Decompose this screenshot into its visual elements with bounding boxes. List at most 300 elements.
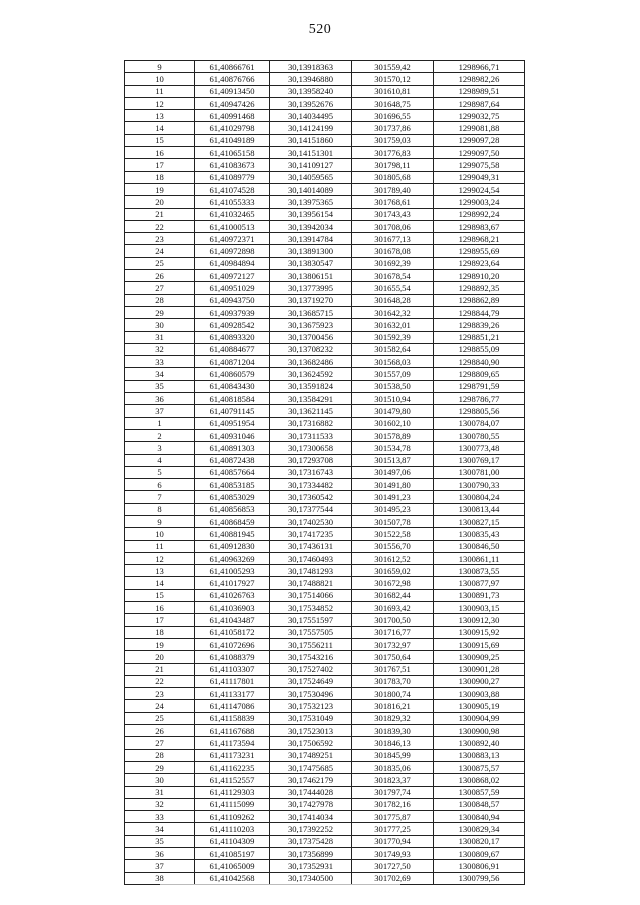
y-coordinate-cell: 1300861,11 bbox=[434, 552, 525, 564]
x-coordinate-cell: 301557,09 bbox=[352, 368, 434, 380]
x-coordinate-cell: 301702,69 bbox=[352, 872, 434, 884]
table-row bbox=[125, 319, 525, 331]
table-row bbox=[125, 860, 525, 872]
latitude-cell: 61,41152557 bbox=[195, 774, 270, 786]
longitude-cell: 30,13584291 bbox=[270, 393, 352, 405]
point-number-cell: 16 bbox=[125, 602, 195, 614]
table-row bbox=[125, 147, 525, 159]
x-coordinate-cell: 301556,70 bbox=[352, 540, 434, 552]
longitude-cell: 30,17532123 bbox=[270, 700, 352, 712]
table-row bbox=[125, 270, 525, 282]
y-coordinate-cell: 1300846,50 bbox=[434, 540, 525, 552]
y-coordinate-cell: 1299097,28 bbox=[434, 134, 525, 146]
longitude-cell: 30,17392252 bbox=[270, 823, 352, 835]
longitude-cell: 30,17551597 bbox=[270, 614, 352, 626]
latitude-cell: 61,40984894 bbox=[195, 257, 270, 269]
latitude-cell: 61,41065158 bbox=[195, 147, 270, 159]
point-number-cell: 23 bbox=[125, 233, 195, 245]
longitude-cell: 30,17402530 bbox=[270, 515, 352, 527]
point-number-cell: 22 bbox=[125, 220, 195, 232]
x-coordinate-cell: 301797,74 bbox=[352, 786, 434, 798]
x-coordinate-cell: 301708,06 bbox=[352, 220, 434, 232]
x-coordinate-cell: 301789,40 bbox=[352, 183, 434, 195]
latitude-cell: 61,41115099 bbox=[195, 798, 270, 810]
x-coordinate-cell: 301672,98 bbox=[352, 577, 434, 589]
x-coordinate-cell: 301648,75 bbox=[352, 97, 434, 109]
y-coordinate-cell: 1298983,67 bbox=[434, 220, 525, 232]
y-coordinate-cell: 1300806,91 bbox=[434, 860, 525, 872]
latitude-cell: 61,40872438 bbox=[195, 454, 270, 466]
table-row bbox=[125, 429, 525, 441]
y-coordinate-cell: 1300909,25 bbox=[434, 651, 525, 663]
point-number-cell: 35 bbox=[125, 835, 195, 847]
latitude-cell: 61,40856853 bbox=[195, 503, 270, 515]
y-coordinate-cell: 1300868,02 bbox=[434, 774, 525, 786]
point-number-cell: 10 bbox=[125, 73, 195, 85]
longitude-cell: 30,13891300 bbox=[270, 245, 352, 257]
latitude-cell: 61,41129303 bbox=[195, 786, 270, 798]
longitude-cell: 30,17543216 bbox=[270, 651, 352, 663]
page-number: 520 bbox=[308, 22, 332, 37]
x-coordinate-cell: 301538,50 bbox=[352, 380, 434, 392]
y-coordinate-cell: 1300903,88 bbox=[434, 688, 525, 700]
latitude-cell: 61,40951954 bbox=[195, 417, 270, 429]
x-coordinate-cell: 301642,32 bbox=[352, 306, 434, 318]
y-coordinate-cell: 1300780,55 bbox=[434, 429, 525, 441]
latitude-cell: 61,41049189 bbox=[195, 134, 270, 146]
y-coordinate-cell: 1298992,24 bbox=[434, 208, 525, 220]
y-coordinate-cell: 1300784,07 bbox=[434, 417, 525, 429]
latitude-cell: 61,41167688 bbox=[195, 725, 270, 737]
latitude-cell: 61,40928542 bbox=[195, 319, 270, 331]
point-number-cell: 33 bbox=[125, 811, 195, 823]
latitude-cell: 61,40853185 bbox=[195, 479, 270, 491]
longitude-cell: 30,17300658 bbox=[270, 442, 352, 454]
point-number-cell: 34 bbox=[125, 368, 195, 380]
x-coordinate-cell: 301479,80 bbox=[352, 405, 434, 417]
latitude-cell: 61,41173594 bbox=[195, 737, 270, 749]
y-coordinate-cell: 1300900,98 bbox=[434, 725, 525, 737]
table-row bbox=[125, 491, 525, 503]
longitude-cell: 30,14151301 bbox=[270, 147, 352, 159]
y-coordinate-cell: 1298839,26 bbox=[434, 319, 525, 331]
table-row bbox=[125, 183, 525, 195]
point-number-cell: 22 bbox=[125, 675, 195, 687]
longitude-cell: 30,13685715 bbox=[270, 306, 352, 318]
latitude-cell: 61,41043487 bbox=[195, 614, 270, 626]
coordinates-table bbox=[124, 60, 525, 885]
latitude-cell: 61,40913450 bbox=[195, 85, 270, 97]
latitude-cell: 61,41147086 bbox=[195, 700, 270, 712]
x-coordinate-cell: 301727,50 bbox=[352, 860, 434, 872]
x-coordinate-cell: 301568,03 bbox=[352, 356, 434, 368]
table-row bbox=[125, 417, 525, 429]
x-coordinate-cell: 301678,08 bbox=[352, 245, 434, 257]
x-coordinate-cell: 301823,37 bbox=[352, 774, 434, 786]
y-coordinate-cell: 1298966,71 bbox=[434, 61, 525, 73]
y-coordinate-cell: 1298968,21 bbox=[434, 233, 525, 245]
table-row bbox=[125, 85, 525, 97]
point-number-cell: 14 bbox=[125, 122, 195, 134]
x-coordinate-cell: 301507,78 bbox=[352, 515, 434, 527]
y-coordinate-cell: 1299049,31 bbox=[434, 171, 525, 183]
table-row bbox=[125, 626, 525, 638]
point-number-cell: 5 bbox=[125, 466, 195, 478]
point-number-cell: 2 bbox=[125, 429, 195, 441]
x-coordinate-cell: 301696,55 bbox=[352, 110, 434, 122]
point-number-cell: 17 bbox=[125, 159, 195, 171]
point-number-cell: 14 bbox=[125, 577, 195, 589]
table-row bbox=[125, 442, 525, 454]
table-row bbox=[125, 761, 525, 773]
y-coordinate-cell: 1300827,15 bbox=[434, 515, 525, 527]
longitude-cell: 30,14034495 bbox=[270, 110, 352, 122]
longitude-cell: 30,13621145 bbox=[270, 405, 352, 417]
x-coordinate-cell: 301497,06 bbox=[352, 466, 434, 478]
table-row bbox=[125, 552, 525, 564]
latitude-cell: 61,41117801 bbox=[195, 675, 270, 687]
x-coordinate-cell: 301737,86 bbox=[352, 122, 434, 134]
table-row bbox=[125, 848, 525, 860]
latitude-cell: 61,40871204 bbox=[195, 356, 270, 368]
longitude-cell: 30,17489251 bbox=[270, 749, 352, 761]
y-coordinate-cell: 1298809,65 bbox=[434, 368, 525, 380]
table-row bbox=[125, 503, 525, 515]
latitude-cell: 61,40860579 bbox=[195, 368, 270, 380]
x-coordinate-cell: 301798,11 bbox=[352, 159, 434, 171]
longitude-cell: 30,17436131 bbox=[270, 540, 352, 552]
latitude-cell: 61,41032465 bbox=[195, 208, 270, 220]
y-coordinate-cell: 1300773,48 bbox=[434, 442, 525, 454]
latitude-cell: 61,40972898 bbox=[195, 245, 270, 257]
longitude-cell: 30,13719270 bbox=[270, 294, 352, 306]
table-row bbox=[125, 823, 525, 835]
longitude-cell: 30,17375428 bbox=[270, 835, 352, 847]
latitude-cell: 61,41109262 bbox=[195, 811, 270, 823]
table-row bbox=[125, 872, 525, 884]
point-number-cell: 13 bbox=[125, 565, 195, 577]
x-coordinate-cell: 301775,87 bbox=[352, 811, 434, 823]
x-coordinate-cell: 301783,70 bbox=[352, 675, 434, 687]
longitude-cell: 30,13942034 bbox=[270, 220, 352, 232]
y-coordinate-cell: 1300883,13 bbox=[434, 749, 525, 761]
latitude-cell: 61,41083673 bbox=[195, 159, 270, 171]
x-coordinate-cell: 301582,64 bbox=[352, 343, 434, 355]
table-row bbox=[125, 466, 525, 478]
latitude-cell: 61,41103307 bbox=[195, 663, 270, 675]
y-coordinate-cell: 1299075,58 bbox=[434, 159, 525, 171]
longitude-cell: 30,17340500 bbox=[270, 872, 352, 884]
latitude-cell: 61,40876766 bbox=[195, 73, 270, 85]
y-coordinate-cell: 1298844,79 bbox=[434, 306, 525, 318]
x-coordinate-cell: 301678,54 bbox=[352, 270, 434, 282]
x-coordinate-cell: 301839,30 bbox=[352, 725, 434, 737]
y-coordinate-cell: 1300835,43 bbox=[434, 528, 525, 540]
longitude-cell: 30,17460493 bbox=[270, 552, 352, 564]
y-coordinate-cell: 1300829,34 bbox=[434, 823, 525, 835]
point-number-cell: 38 bbox=[125, 872, 195, 884]
longitude-cell: 30,17527402 bbox=[270, 663, 352, 675]
y-coordinate-cell: 1298892,35 bbox=[434, 282, 525, 294]
y-coordinate-cell: 1300848,57 bbox=[434, 798, 525, 810]
y-coordinate-cell: 1298862,89 bbox=[434, 294, 525, 306]
longitude-cell: 30,17417235 bbox=[270, 528, 352, 540]
x-coordinate-cell: 301677,13 bbox=[352, 233, 434, 245]
x-coordinate-cell: 301835,06 bbox=[352, 761, 434, 773]
point-number-cell: 15 bbox=[125, 134, 195, 146]
latitude-cell: 61,41158839 bbox=[195, 712, 270, 724]
point-number-cell: 35 bbox=[125, 380, 195, 392]
table-row bbox=[125, 675, 525, 687]
latitude-cell: 61,40931046 bbox=[195, 429, 270, 441]
point-number-cell: 30 bbox=[125, 774, 195, 786]
table-row bbox=[125, 356, 525, 368]
latitude-cell: 61,40937939 bbox=[195, 306, 270, 318]
point-number-cell: 32 bbox=[125, 343, 195, 355]
point-number-cell: 20 bbox=[125, 196, 195, 208]
latitude-cell: 61,41089779 bbox=[195, 171, 270, 183]
longitude-cell: 30,17557505 bbox=[270, 626, 352, 638]
x-coordinate-cell: 301693,42 bbox=[352, 602, 434, 614]
latitude-cell: 61,41042568 bbox=[195, 872, 270, 884]
latitude-cell: 61,40891303 bbox=[195, 442, 270, 454]
latitude-cell: 61,40843430 bbox=[195, 380, 270, 392]
longitude-cell: 30,13952676 bbox=[270, 97, 352, 109]
table-row bbox=[125, 528, 525, 540]
x-coordinate-cell: 301682,44 bbox=[352, 589, 434, 601]
x-coordinate-cell: 301750,64 bbox=[352, 651, 434, 663]
table-row bbox=[125, 688, 525, 700]
table-row bbox=[125, 798, 525, 810]
latitude-cell: 61,40943750 bbox=[195, 294, 270, 306]
longitude-cell: 30,17514066 bbox=[270, 589, 352, 601]
y-coordinate-cell: 1299097,50 bbox=[434, 147, 525, 159]
latitude-cell: 61,40947426 bbox=[195, 97, 270, 109]
latitude-cell: 61,41000513 bbox=[195, 220, 270, 232]
latitude-cell: 61,40791145 bbox=[195, 405, 270, 417]
table-row bbox=[125, 110, 525, 122]
y-coordinate-cell: 1298840,90 bbox=[434, 356, 525, 368]
latitude-cell: 61,40881945 bbox=[195, 528, 270, 540]
table-row bbox=[125, 306, 525, 318]
y-coordinate-cell: 1300915,92 bbox=[434, 626, 525, 638]
point-number-cell: 13 bbox=[125, 110, 195, 122]
longitude-cell: 30,17414034 bbox=[270, 811, 352, 823]
x-coordinate-cell: 301491,80 bbox=[352, 479, 434, 491]
latitude-cell: 61,41005293 bbox=[195, 565, 270, 577]
point-number-cell: 28 bbox=[125, 294, 195, 306]
y-coordinate-cell: 1300781,00 bbox=[434, 466, 525, 478]
y-coordinate-cell: 1298791,59 bbox=[434, 380, 525, 392]
point-number-cell: 25 bbox=[125, 257, 195, 269]
longitude-cell: 30,13956154 bbox=[270, 208, 352, 220]
latitude-cell: 61,41026763 bbox=[195, 589, 270, 601]
table-row bbox=[125, 171, 525, 183]
x-coordinate-cell: 301782,16 bbox=[352, 798, 434, 810]
point-number-cell: 21 bbox=[125, 208, 195, 220]
table-row bbox=[125, 737, 525, 749]
latitude-cell: 61,40972127 bbox=[195, 270, 270, 282]
longitude-cell: 30,13830547 bbox=[270, 257, 352, 269]
point-number-cell: 12 bbox=[125, 97, 195, 109]
y-coordinate-cell: 1300905,19 bbox=[434, 700, 525, 712]
y-coordinate-cell: 1300857,59 bbox=[434, 786, 525, 798]
latitude-cell: 61,41133177 bbox=[195, 688, 270, 700]
table-row bbox=[125, 479, 525, 491]
point-number-cell: 24 bbox=[125, 700, 195, 712]
latitude-cell: 61,40893320 bbox=[195, 331, 270, 343]
x-coordinate-cell: 301570,12 bbox=[352, 73, 434, 85]
x-coordinate-cell: 301768,61 bbox=[352, 196, 434, 208]
point-number-cell: 8 bbox=[125, 503, 195, 515]
y-coordinate-cell: 1298987,64 bbox=[434, 97, 525, 109]
point-number-cell: 16 bbox=[125, 147, 195, 159]
point-number-cell: 12 bbox=[125, 552, 195, 564]
y-coordinate-cell: 1300820,17 bbox=[434, 835, 525, 847]
x-coordinate-cell: 301776,83 bbox=[352, 147, 434, 159]
point-number-cell: 34 bbox=[125, 823, 195, 835]
x-coordinate-cell: 301743,43 bbox=[352, 208, 434, 220]
table-row bbox=[125, 282, 525, 294]
point-number-cell: 15 bbox=[125, 589, 195, 601]
point-number-cell: 24 bbox=[125, 245, 195, 257]
longitude-cell: 30,17481293 bbox=[270, 565, 352, 577]
latitude-cell: 61,41065009 bbox=[195, 860, 270, 872]
y-coordinate-cell: 1298955,69 bbox=[434, 245, 525, 257]
point-number-cell: 3 bbox=[125, 442, 195, 454]
point-number-cell: 33 bbox=[125, 356, 195, 368]
point-number-cell: 9 bbox=[125, 515, 195, 527]
x-coordinate-cell: 301648,28 bbox=[352, 294, 434, 306]
point-number-cell: 27 bbox=[125, 282, 195, 294]
point-number-cell: 4 bbox=[125, 454, 195, 466]
point-number-cell: 37 bbox=[125, 405, 195, 417]
latitude-cell: 61,41104309 bbox=[195, 835, 270, 847]
point-number-cell: 26 bbox=[125, 270, 195, 282]
table-row bbox=[125, 577, 525, 589]
point-number-cell: 23 bbox=[125, 688, 195, 700]
table-row bbox=[125, 368, 525, 380]
x-coordinate-cell: 301659,02 bbox=[352, 565, 434, 577]
point-number-cell: 31 bbox=[125, 786, 195, 798]
longitude-cell: 30,13682486 bbox=[270, 356, 352, 368]
x-coordinate-cell: 301777,25 bbox=[352, 823, 434, 835]
point-number-cell: 21 bbox=[125, 663, 195, 675]
coordinates-table-body bbox=[125, 61, 525, 885]
point-number-cell: 20 bbox=[125, 651, 195, 663]
x-coordinate-cell: 301491,23 bbox=[352, 491, 434, 503]
longitude-cell: 30,17523013 bbox=[270, 725, 352, 737]
latitude-cell: 61,40868459 bbox=[195, 515, 270, 527]
longitude-cell: 30,17311533 bbox=[270, 429, 352, 441]
table-row bbox=[125, 245, 525, 257]
y-coordinate-cell: 1300804,24 bbox=[434, 491, 525, 503]
latitude-cell: 61,41036903 bbox=[195, 602, 270, 614]
table-row bbox=[125, 343, 525, 355]
latitude-cell: 61,41173231 bbox=[195, 749, 270, 761]
y-coordinate-cell: 1298989,51 bbox=[434, 85, 525, 97]
latitude-cell: 61,41074528 bbox=[195, 183, 270, 195]
longitude-cell: 30,14014089 bbox=[270, 183, 352, 195]
y-coordinate-cell: 1300900,27 bbox=[434, 675, 525, 687]
longitude-cell: 30,17360542 bbox=[270, 491, 352, 503]
point-number-cell: 11 bbox=[125, 85, 195, 97]
point-number-cell: 10 bbox=[125, 528, 195, 540]
x-coordinate-cell: 301602,10 bbox=[352, 417, 434, 429]
x-coordinate-cell: 301767,51 bbox=[352, 663, 434, 675]
latitude-cell: 61,40951029 bbox=[195, 282, 270, 294]
y-coordinate-cell: 1300799,56 bbox=[434, 872, 525, 884]
y-coordinate-cell: 1299024,54 bbox=[434, 183, 525, 195]
x-coordinate-cell: 301749,93 bbox=[352, 848, 434, 860]
table-row bbox=[125, 97, 525, 109]
point-number-cell: 31 bbox=[125, 331, 195, 343]
longitude-cell: 30,14124199 bbox=[270, 122, 352, 134]
point-number-cell: 18 bbox=[125, 626, 195, 638]
y-coordinate-cell: 1299003,24 bbox=[434, 196, 525, 208]
longitude-cell: 30,13958240 bbox=[270, 85, 352, 97]
latitude-cell: 61,41088379 bbox=[195, 651, 270, 663]
latitude-cell: 61,41058172 bbox=[195, 626, 270, 638]
longitude-cell: 30,17488821 bbox=[270, 577, 352, 589]
point-number-cell: 36 bbox=[125, 393, 195, 405]
point-number-cell: 30 bbox=[125, 319, 195, 331]
y-coordinate-cell: 1298982,26 bbox=[434, 73, 525, 85]
longitude-cell: 30,17427978 bbox=[270, 798, 352, 810]
y-coordinate-cell: 1300892,40 bbox=[434, 737, 525, 749]
longitude-cell: 30,17524649 bbox=[270, 675, 352, 687]
table-row bbox=[125, 749, 525, 761]
latitude-cell: 61,40912830 bbox=[195, 540, 270, 552]
longitude-cell: 30,17462179 bbox=[270, 774, 352, 786]
y-coordinate-cell: 1298910,20 bbox=[434, 270, 525, 282]
longitude-cell: 30,14109127 bbox=[270, 159, 352, 171]
table-row bbox=[125, 220, 525, 232]
table-row bbox=[125, 540, 525, 552]
latitude-cell: 61,41072696 bbox=[195, 638, 270, 650]
longitude-cell: 30,17556211 bbox=[270, 638, 352, 650]
x-coordinate-cell: 301592,39 bbox=[352, 331, 434, 343]
longitude-cell: 30,13624592 bbox=[270, 368, 352, 380]
y-coordinate-cell: 1300769,17 bbox=[434, 454, 525, 466]
latitude-cell: 61,40963269 bbox=[195, 552, 270, 564]
point-number-cell: 28 bbox=[125, 749, 195, 761]
x-coordinate-cell: 301770,94 bbox=[352, 835, 434, 847]
point-number-cell: 29 bbox=[125, 761, 195, 773]
table-row bbox=[125, 602, 525, 614]
y-coordinate-cell: 1300877,97 bbox=[434, 577, 525, 589]
latitude-cell: 61,41055333 bbox=[195, 196, 270, 208]
y-coordinate-cell: 1298923,64 bbox=[434, 257, 525, 269]
table-row bbox=[125, 294, 525, 306]
y-coordinate-cell: 1300813,44 bbox=[434, 503, 525, 515]
point-number-cell: 25 bbox=[125, 712, 195, 724]
longitude-cell: 30,17444028 bbox=[270, 786, 352, 798]
y-coordinate-cell: 1300901,28 bbox=[434, 663, 525, 675]
table-row bbox=[125, 725, 525, 737]
point-number-cell: 6 bbox=[125, 479, 195, 491]
table-row bbox=[125, 454, 525, 466]
table-row bbox=[125, 233, 525, 245]
table-row bbox=[125, 835, 525, 847]
latitude-cell: 61,41029798 bbox=[195, 122, 270, 134]
table-row bbox=[125, 614, 525, 626]
table-row bbox=[125, 651, 525, 663]
y-coordinate-cell: 1300873,55 bbox=[434, 565, 525, 577]
table-row bbox=[125, 331, 525, 343]
latitude-cell: 61,40818584 bbox=[195, 393, 270, 405]
table-row bbox=[125, 712, 525, 724]
